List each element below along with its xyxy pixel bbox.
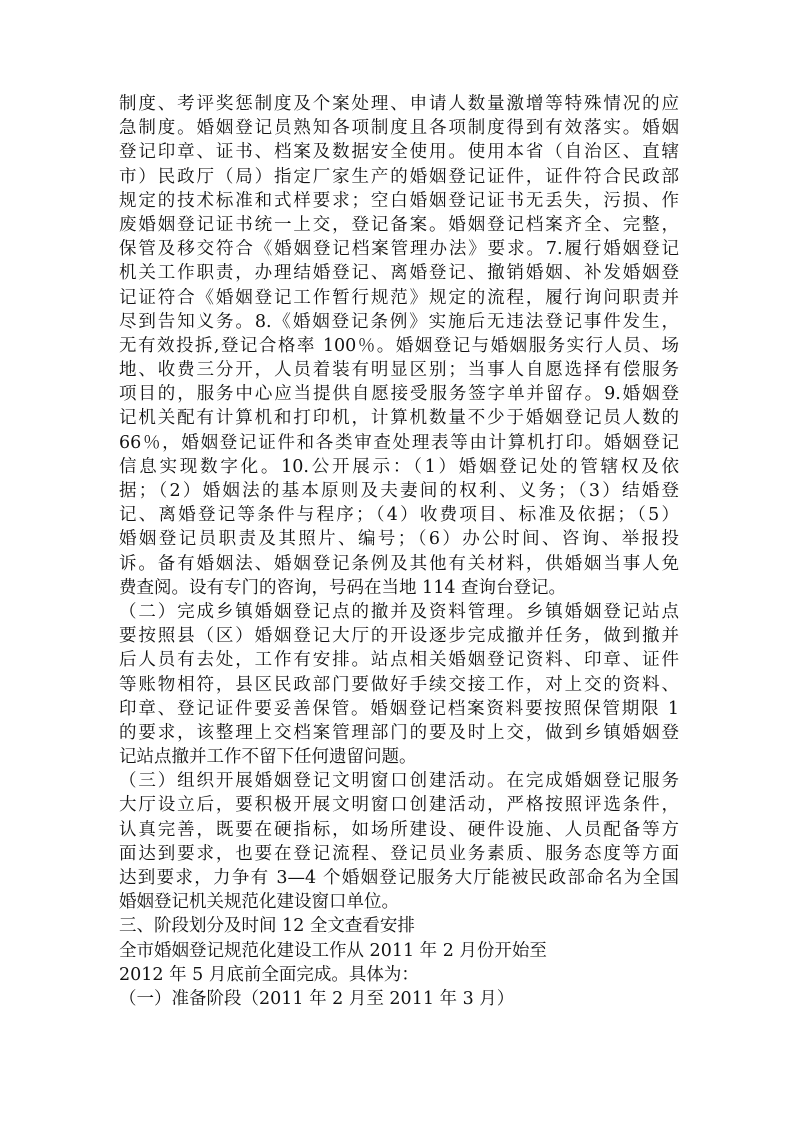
text-line: 婚姻登记机关规范化建设窗口单位。: [119, 892, 399, 913]
text-line: 全市婚姻登记规范化建设工作从 2011 年 2 月份开始至: [119, 940, 547, 961]
text-line: 登记印章、证书、档案及数据安全使用。使用本省（自治区、直辖: [119, 142, 679, 163]
text-line: （一）准备阶段（2011 年 2 月至 2011 年 3 月）: [119, 988, 515, 1009]
text-line: 规定的技术标准和式样要求；空白婚姻登记证书无丢失，污损、作: [119, 190, 679, 211]
text-line: 诉。备有婚姻法、婚姻登记条例及其他有关材料，供婚姻当事人免: [119, 553, 679, 574]
text-line: 等账物相符，县区民政部门要做好手续交接工作，对上交的资料、: [119, 674, 679, 695]
text-line: 婚姻登记员职责及其照片、编号；（6）办公时间、咨询、举报投: [119, 529, 679, 550]
text-line: 信息实现数字化。10.公开展示：（1）婚姻登记处的管辖权及依: [119, 456, 679, 477]
text-line: 机关工作职责，办理结婚登记、离婚登记、撤销婚姻、补发婚姻登: [119, 263, 679, 284]
text-line: 废婚姻登记证书统一上交，登记备案。婚姻登记档案齐全、完整，: [119, 214, 679, 235]
document-body: [119, 92, 679, 1011]
text-line: 保管及移交符合《婚姻登记档案管理办法》要求。7.履行婚姻登记: [119, 239, 679, 260]
text-line: 后人员有去处，工作有安排。站点相关婚姻登记资料、印章、证件: [119, 650, 679, 671]
text-line: 66％，婚姻登记证件和各类审查处理表等由计算机打印。婚姻登记: [119, 432, 679, 453]
text-line: （三）组织开展婚姻登记文明窗口创建活动。在完成婚姻登记服务: [119, 771, 679, 792]
text-line: 记证符合《婚姻登记工作暂行规范》规定的流程，履行询问职责并: [119, 287, 679, 308]
text-line: 要按照县（区）婚姻登记大厅的开设逐步完成撤并任务，做到撤并: [119, 626, 679, 647]
text-line: 记站点撤并工作不留下任何遗留问题。: [119, 747, 417, 768]
text-line: 三、阶段划分及时间 12 全文查看安排: [119, 916, 415, 937]
text-line: 记、离婚登记等条件与程序；（4）收费项目、标准及依据；（5）: [119, 505, 679, 526]
text-line: 大厅设立后，要积极开展文明窗口创建活动，严格按照评选条件，: [119, 795, 679, 816]
text-line: 无有效投拆,登记合格率 100％。婚姻登记与婚姻服务实行人员、场: [119, 335, 679, 356]
text-line: 面达到要求，也要在登记流程、登记员业务素质、服务态度等方面: [119, 843, 679, 864]
text-line: 费查阅。设有专门的咨询，号码在当地 114 查询台登记。: [119, 577, 567, 598]
text-line: （二）完成乡镇婚姻登记点的撤并及资料管理。乡镇婚姻登记站点: [119, 601, 679, 622]
text-line: 项目的，服务中心应当提供自愿接受服务签字单并留存。9.婚姻登: [119, 384, 679, 405]
text-line: 的要求，该整理上交档案管理部门的要及时上交，做到乡镇婚姻登: [119, 722, 679, 743]
text-line: 印章、登记证件要妥善保管。婚姻登记档案资料要按照保管期限 1: [119, 698, 679, 719]
text-line: 制度、考评奖惩制度及个案处理、申请人数量激增等特殊情况的应: [119, 94, 679, 114]
text-line: 据；（2）婚姻法的基本原则及夫妻间的权利、义务；（3）结婚登: [119, 481, 679, 501]
text-line: 急制度。婚姻登记员熟知各项制度且各项制度得到有效落实。婚姻: [119, 118, 679, 139]
text-line: 尽到告知义务。8.《婚姻登记条例》实施后无违法登记事件发生，: [119, 311, 679, 332]
text-line: 地、收费三分开，人员着装有明显区别；当事人自愿选择有偿服务: [119, 360, 679, 381]
text-line: 记机关配有计算机和打印机，计算机数量不少于婚姻登记员人数的: [119, 408, 679, 429]
text-line: 达到要求，力争有 3—4 个婚姻登记服务大厅能被民政部命名为全国: [119, 868, 679, 888]
text-line: 2012 年 5 月底前全面完成。具体为：: [119, 964, 419, 985]
text-line: 认真完善，既要在硬指标，如场所建设、硬件设施、人员配备等方: [119, 819, 679, 840]
text-line: 市）民政厅（局）指定厂家生产的婚姻登记证件，证件符合民政部: [119, 166, 679, 187]
